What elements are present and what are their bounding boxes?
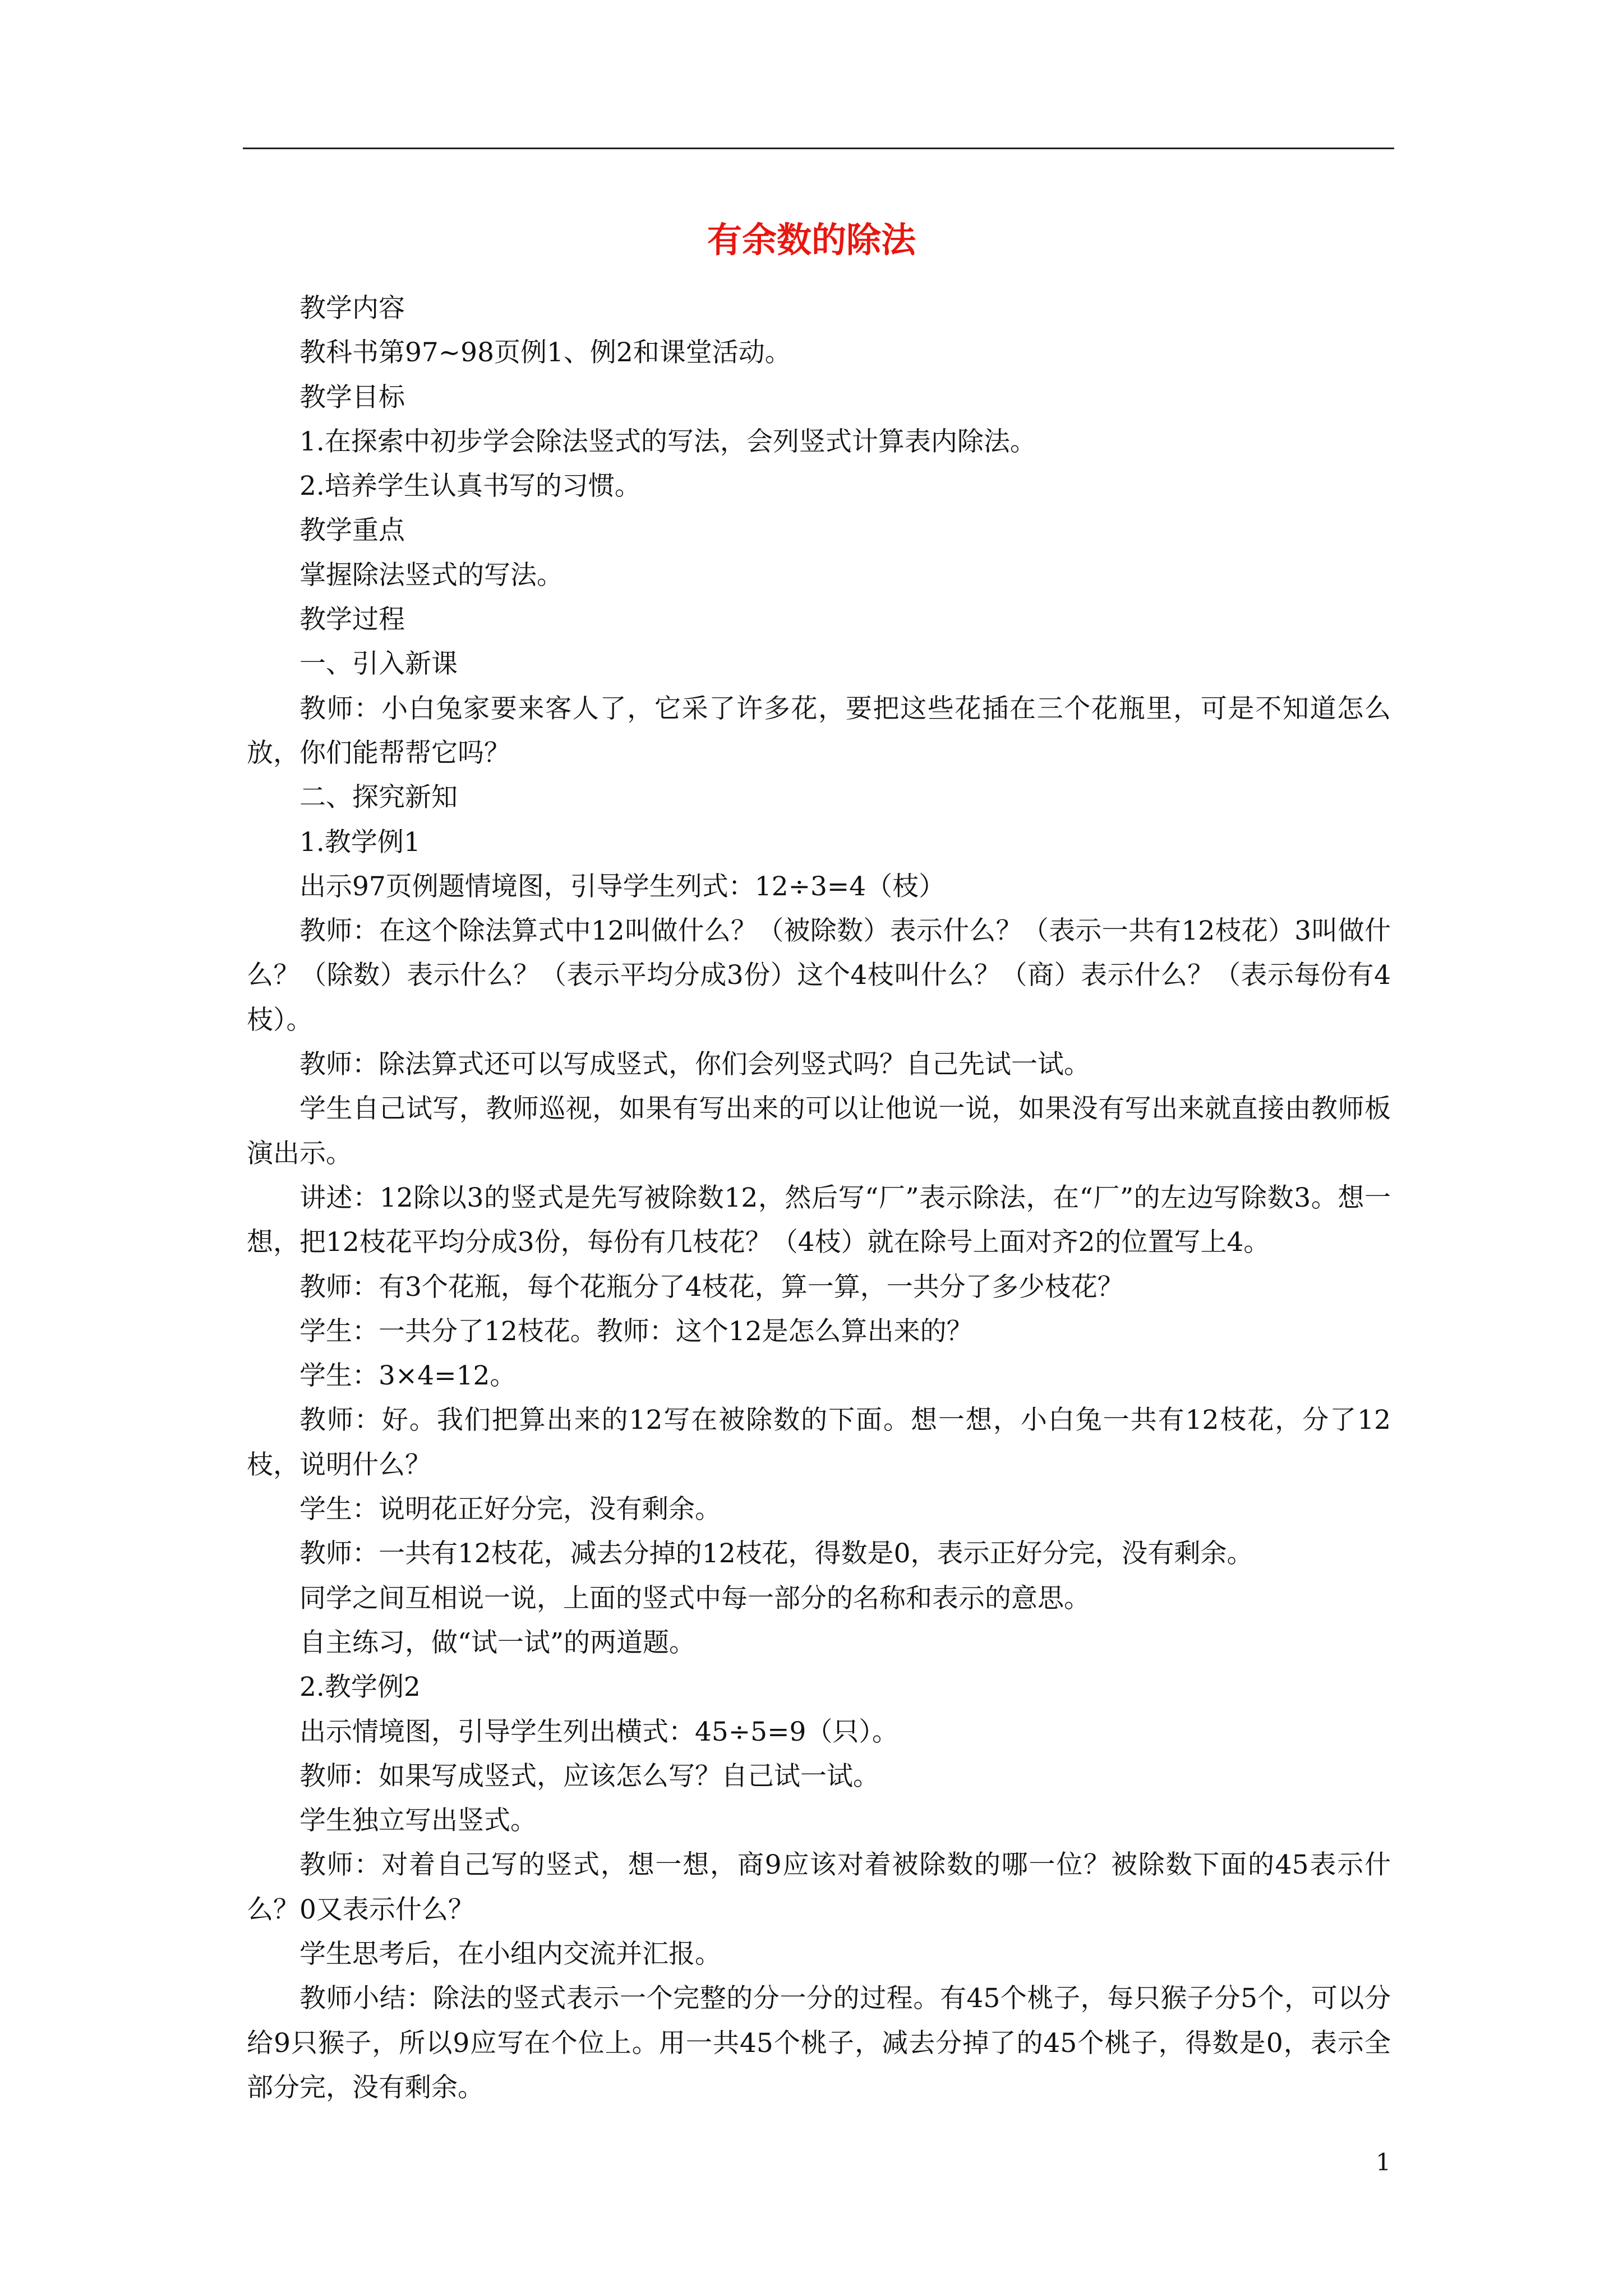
body-paragraph: 学生：一共分了12枝花。教师：这个12是怎么算出来的？ [299,1315,973,1347]
body-paragraph: 教学内容 [299,293,405,324]
body-paragraph: 1.在探索中初步学会除法竖式的写法，会列竖式计算表内除法。 [299,426,1036,457]
body-paragraph: 教学重点 [299,515,405,546]
body-paragraph: 学生独立写出竖式。 [299,1805,537,1837]
body-paragraph: 学生自己试写，教师巡视，如果有写出来的可以让他说一说，如果没有写出来就直接由教师板演出示。 [247,1093,1391,1169]
body-paragraph: 二、探究新知 [299,782,458,813]
body-paragraph: 学生：说明花正好分完，没有剩余。 [299,1494,721,1525]
body-paragraph: 出示情境图，引导学生列出横式：45÷5=9（只）。 [299,1716,898,1747]
body-paragraph: 教科书第97~98页例1、例2和课堂活动。 [299,337,791,369]
body-paragraph: 1.教学例1 [299,826,421,858]
body-paragraph: 教师小结：除法的竖式表示一个完整的分一分的过程。有45个桃子，每只猴子分5个，可以分给9只猴子，所以9应写在个位上。用一共45个桃子，减去分掉了的45个桃子，得数是0，表示全部分完，没有剩余。 [247,1983,1391,2103]
body-paragraph: 2.培养学生认真书写的习惯。 [299,471,641,502]
body-paragraph: 教学目标 [299,381,405,413]
header-rule [243,148,1394,149]
body-paragraph: 2.教学例2 [299,1672,421,1703]
body-paragraph: 教师：对着自己写的竖式，想一想，商9应该对着被除数的哪一位？被除数下面的45表示什么？0又表示什么？ [247,1849,1391,1925]
body-paragraph: 教师：在这个除法算式中12叫做什么？（被除数）表示什么？（表示一共有12枝花）3叫做什么？（除数）表示什么？（表示平均分成3份）这个4枝叫什么？（商）表示什么？（表示每份有4枝）。 [247,915,1391,1036]
document-body [247,286,1391,2110]
body-paragraph: 同学之间互相说一说，上面的竖式中每一部分的名称和表示的意思。 [299,1582,1090,1614]
body-paragraph: 教学过程 [299,604,405,636]
page-number: 1 [1376,2148,1391,2176]
body-paragraph: 教师：小白兔家要来客人了，它采了许多花，要把这些花插在三个花瓶里，可是不知道怎么放，你们能帮帮它吗？ [247,693,1391,769]
body-paragraph: 教师：除法算式还可以写成竖式，你们会列竖式吗？自己先试一试。 [299,1049,1090,1080]
body-paragraph: 掌握除法竖式的写法。 [299,559,563,591]
body-paragraph: 教师：如果写成竖式，应该怎么写？自己试一试。 [299,1760,879,1792]
body-paragraph: 学生：3×4=12。 [299,1360,517,1392]
body-paragraph: 学生思考后，在小组内交流并汇报。 [299,1938,721,1970]
body-paragraph: 教师：有3个花瓶，每个花瓶分了4枝花，算一算，一共分了多少枝花？ [299,1271,1124,1303]
body-paragraph: 讲述：12除以3的竖式是先写被除数12，然后写“厂”表示除法，在“厂”的左边写除数3。想一想，把12枝花平均分成3份，每份有几枝花？（4枝）就在除号上面对齐2的位置写上4。 [247,1182,1391,1258]
document-title: 有余数的除法 [707,219,916,260]
body-paragraph: 出示97页例题情境图，引导学生列式：12÷3=4（枝） [299,871,946,902]
body-paragraph: 一、引入新课 [299,648,458,680]
body-paragraph: 自主练习，做“试一试”的两道题。 [299,1627,696,1658]
body-paragraph: 教师：一共有12枝花，减去分掉的12枝花，得数是0，表示正好分完，没有剩余。 [299,1538,1253,1570]
body-paragraph: 教师：好。我们把算出来的12写在被除数的下面。想一想，小白兔一共有12枝花，分了12枝，说明什么？ [247,1405,1391,1480]
